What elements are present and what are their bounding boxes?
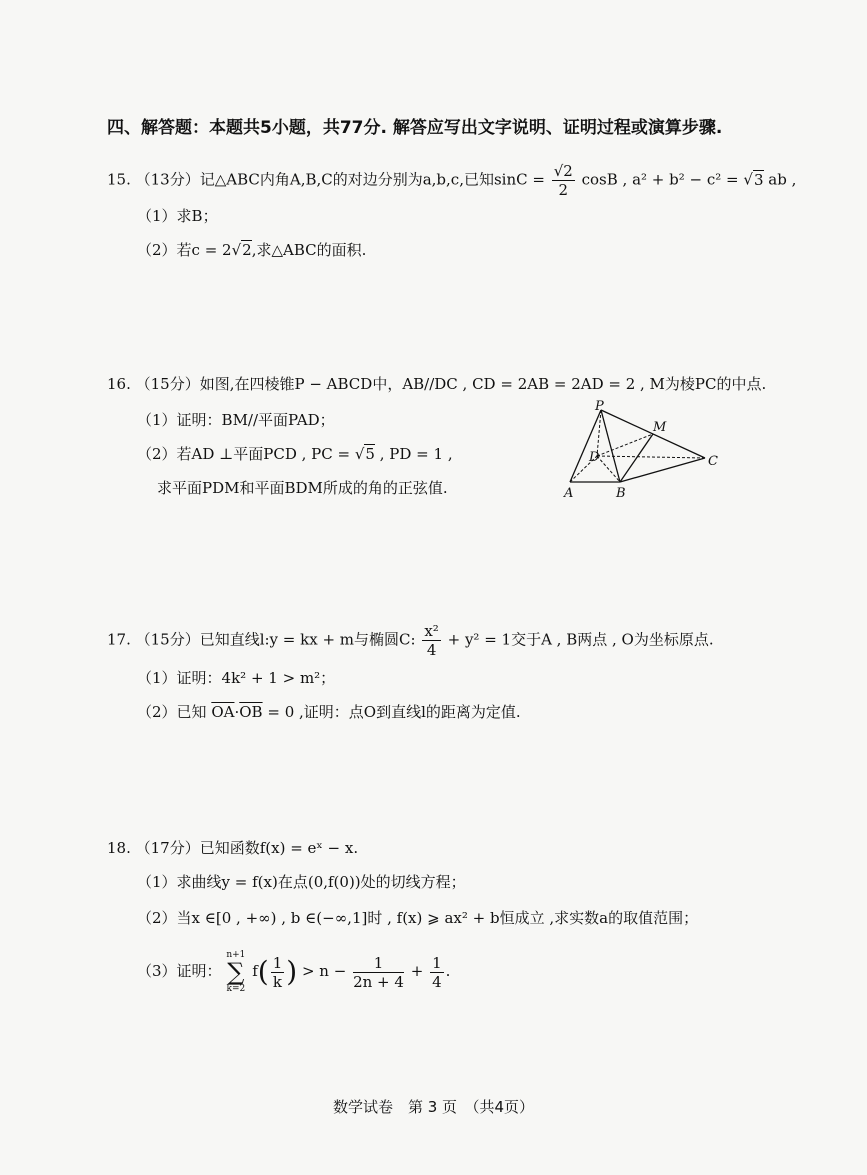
q16-part2-a: （2）若AD ⊥平面PCD , PC = bbox=[137, 445, 351, 463]
q17-frac-den: 4 bbox=[426, 641, 437, 659]
inner-num: 1 bbox=[272, 953, 283, 972]
dot-operator: · bbox=[234, 703, 240, 721]
label-A: A bbox=[564, 486, 574, 501]
summation bbox=[226, 950, 245, 994]
label-P: P bbox=[595, 399, 604, 414]
label-D: D bbox=[589, 450, 600, 465]
q17-head-b: + y² = 1交于A , B两点 , O为坐标原点. bbox=[447, 630, 714, 649]
q18-part3 bbox=[137, 950, 450, 994]
q18-part3-end: . bbox=[445, 962, 451, 980]
label-B: B bbox=[616, 486, 626, 501]
q15-frac-num: √2 bbox=[553, 162, 573, 180]
q15-part1: （1）求B； bbox=[137, 207, 218, 225]
q15-head: 15. （13分）记△ABC内角A,B,C的对边分别为a,b,c,已知sinC = $\frac{√2}{2}$ cosB , a² + b² − c² = √3 ab , bbox=[107, 162, 797, 199]
q16-part2: （2）若AD ⊥平面PCD , PC = √5 , PD = 1 , bbox=[137, 445, 453, 463]
q16-head: 16. （15分）如图,在四棱锥P − ABCD中，AB//DC , CD = 2AB = 2AD = 2 , M为棱PC的中点. bbox=[107, 375, 767, 393]
q17-head bbox=[107, 622, 714, 659]
q17-head-a: 17. （15分）已知直线l:y = kx + m与椭圆C: bbox=[107, 630, 416, 649]
function-f: f bbox=[252, 962, 258, 980]
q16-part1: （1）证明：BM//平面PAD； bbox=[137, 411, 335, 429]
vector-OA: $\overline{OA}$ bbox=[211, 703, 235, 721]
vector-OB: $\overline{OB}$ bbox=[239, 703, 263, 721]
inner-den: k bbox=[272, 972, 282, 991]
q16-part2-question: 求平面PDM和平面BDM所成的角的正弦值. bbox=[157, 479, 448, 497]
fraction-2 bbox=[430, 954, 444, 991]
q18-part2: （2）当x ∈[0 , +∞) , b ∈(−∞,1]时 , f(x) ⩾ ax² + b恒成立 ,求实数a的取值范围； bbox=[137, 909, 699, 927]
q15-head-c: ab , bbox=[768, 170, 797, 189]
inner-fraction bbox=[271, 954, 285, 991]
sigma-symbol: ∑ bbox=[227, 958, 245, 986]
pyramid-figure bbox=[555, 398, 735, 503]
q18-part1: （1）求曲线y = f(x)在点(0,f(0))处的切线方程； bbox=[137, 873, 466, 891]
q16-part2-root: 5 bbox=[365, 445, 375, 463]
q15-part2-a: （2）若c = 2 bbox=[137, 241, 232, 259]
q15-part2-b: ,求△ABC的面积. bbox=[251, 241, 367, 259]
q15-head-a: 15. （13分）记△ABC内角A,B,C的对边分别为a,b,c,已知sinC = bbox=[107, 170, 545, 189]
sum-lower: k=2 bbox=[226, 984, 246, 994]
q17-fraction bbox=[422, 622, 440, 659]
q15-frac-den: 2 bbox=[558, 181, 569, 199]
q17-frac-num: x² bbox=[424, 622, 439, 640]
sum-upper: n+1 bbox=[226, 950, 246, 960]
section-title: 四、解答题：本题共5小题，共77分. 解答应写出文字说明、证明过程或演算步骤. bbox=[107, 118, 723, 138]
label-M: M bbox=[653, 420, 667, 435]
q18-part3-b: > n − bbox=[301, 962, 347, 980]
q15-part2-root: 2 bbox=[242, 241, 252, 259]
q17-part2-a: （2）已知 bbox=[137, 703, 207, 721]
q17-part1: （1）证明：4k² + 1 > m²； bbox=[137, 669, 336, 687]
q15-head-b: cosB , a² + b² − c² = bbox=[581, 170, 739, 189]
edge-PA bbox=[570, 410, 601, 482]
frac1-den: 2n + 4 bbox=[353, 972, 404, 991]
edge-DM bbox=[597, 434, 653, 456]
fraction-1 bbox=[353, 954, 404, 991]
q18-head: 18. （17分）已知函数f(x) = eˣ − x. bbox=[107, 839, 359, 857]
q18-part3-c: + bbox=[410, 962, 424, 980]
close-paren: ) bbox=[286, 955, 298, 988]
frac1-num: 1 bbox=[353, 954, 404, 973]
label-C: C bbox=[708, 454, 718, 469]
edge-BC bbox=[620, 458, 705, 482]
frac2-num: 1 bbox=[432, 953, 442, 972]
q17-part2 bbox=[137, 702, 521, 722]
q15-root3: 3 bbox=[753, 170, 764, 189]
open-paren: ( bbox=[257, 955, 269, 988]
page-footer: 数学试卷 第 3 页 （共4页） bbox=[332, 1098, 535, 1116]
q15-fraction bbox=[552, 162, 575, 199]
q18-part3-a: （3）证明： bbox=[137, 962, 222, 980]
edge-BM bbox=[620, 434, 653, 482]
q15-part2: （2）若c = 2√2,求△ABC的面积. bbox=[137, 241, 367, 259]
q16-part2-b: , PD = 1 , bbox=[379, 445, 453, 463]
q17-part2-b: = 0 ,证明：点O到直线l的距离为定值. bbox=[267, 703, 521, 721]
frac2-den: 4 bbox=[432, 972, 442, 991]
